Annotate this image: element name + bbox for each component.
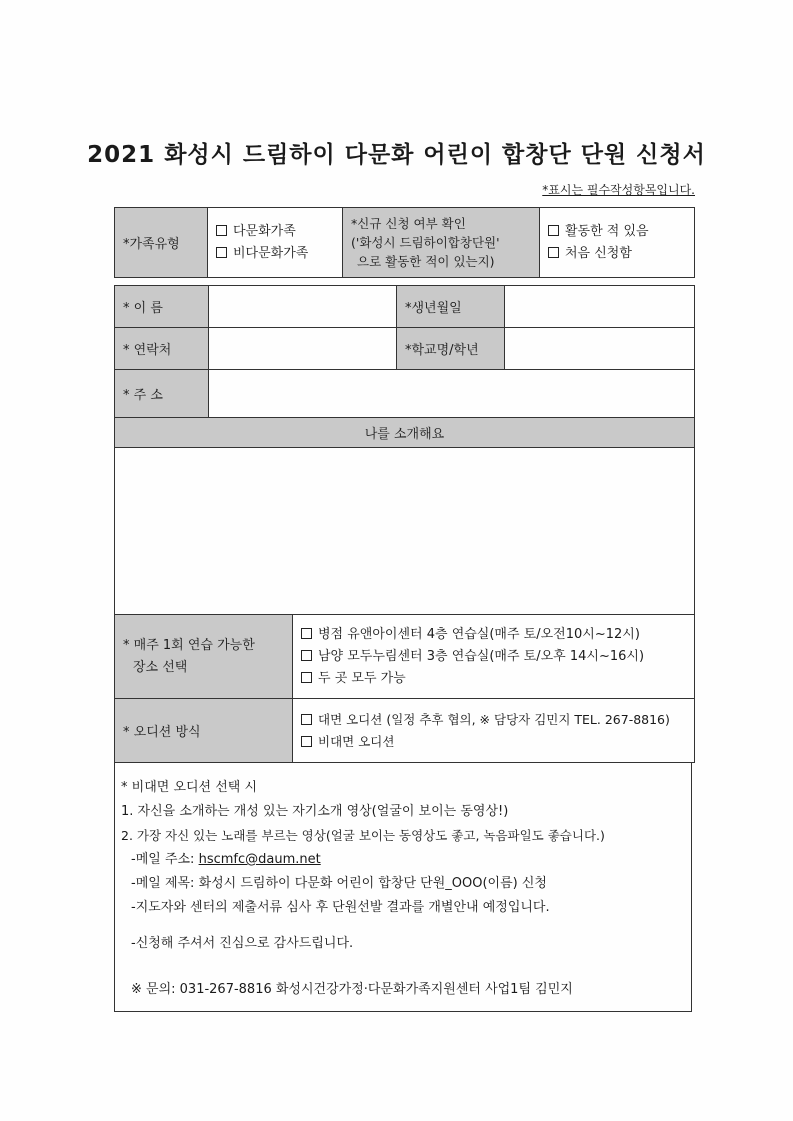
name-field[interactable]	[209, 286, 397, 328]
contact-label: * 연락처	[115, 328, 209, 370]
thanks-note: -신청해 주셔서 진심으로 감사드립니다.	[131, 936, 354, 951]
checkbox-icon[interactable]	[301, 714, 312, 725]
name-label: * 이 름	[115, 286, 209, 328]
email-line: -메일 주소: hscmfc@daum.net	[131, 852, 321, 867]
new-applicant-options	[540, 208, 695, 278]
school-label: *학교명/학년	[397, 328, 505, 370]
option-in-person[interactable]: 대면 오디션 (일정 추후 협의, ※ 담당자 김민지 TEL. 267-8816)	[301, 709, 692, 731]
option-non-multicultural[interactable]: 비다문화가족	[216, 243, 334, 265]
page-title: 2021 화성시 드림하이 다문화 어린이 합창단 단원 신청서	[87, 142, 706, 168]
practice-options	[293, 615, 695, 699]
option-both[interactable]: 두 곳 모두 가능	[301, 668, 686, 690]
notes-section	[114, 762, 692, 1012]
birth-field[interactable]	[505, 286, 695, 328]
option-multicultural[interactable]: 다문화가족	[216, 221, 334, 243]
option-byeongjeom[interactable]: 병점 유앤아이센터 4층 연습실(매주 토/오전10시~12시)	[301, 624, 686, 646]
required-note: *표시는 필수작성항목입니다.	[542, 183, 695, 197]
checkbox-icon[interactable]	[216, 225, 227, 236]
inquiry-note: ※ 문의: 031-267-8816 화성시건강가정·다문화가족지원센터 사업1팀 김민지	[131, 982, 573, 997]
practice-audition-table	[114, 614, 695, 763]
notes-heading: * 비대면 오디션 선택 시	[121, 780, 258, 795]
audition-label: * 오디션 방식	[115, 699, 293, 763]
notes-item-1: 1. 자신을 소개하는 개성 있는 자기소개 영상(얼굴이 보이는 동영상!)	[121, 804, 509, 819]
checkbox-icon[interactable]	[301, 736, 312, 747]
option-online[interactable]: 비대면 오디션	[301, 731, 692, 753]
email-link[interactable]: hscmfc@daum.net	[198, 852, 321, 867]
intro-header: 나를 소개해요	[115, 418, 695, 448]
checkbox-icon[interactable]	[548, 225, 559, 236]
checkbox-icon[interactable]	[301, 628, 312, 639]
notes-item-2: 2. 가장 자신 있는 노래를 부르는 영상(얼굴 보이는 동영상도 좋고, 녹음파일도 좋습니다.)	[121, 828, 605, 843]
personal-info-table	[114, 285, 695, 615]
review-note: -지도자와 센터의 제출서류 심사 후 단원선발 결과를 개별안내 예정입니다.	[131, 900, 550, 915]
intro-field[interactable]	[115, 448, 695, 615]
option-first-time[interactable]: 처음 신청함	[548, 243, 686, 265]
school-field[interactable]	[505, 328, 695, 370]
checkbox-icon[interactable]	[548, 247, 559, 258]
option-active-before[interactable]: 활동한 적 있음	[548, 221, 686, 243]
new-applicant-label: *신규 신청 여부 확인 ('화성시 드림하이합창단원' 으로 활동한 적이 있는지)	[343, 208, 540, 278]
checkbox-icon[interactable]	[301, 650, 312, 661]
family-type-options	[208, 208, 343, 278]
address-label: * 주 소	[115, 370, 209, 418]
checkbox-icon[interactable]	[216, 247, 227, 258]
family-type-table	[114, 207, 695, 278]
family-type-label: *가족유형	[115, 208, 208, 278]
address-field[interactable]	[209, 370, 695, 418]
email-subject: -메일 제목: 화성시 드림하이 다문화 어린이 합창단 단원_OOO(이름) 신청	[131, 876, 547, 891]
contact-field[interactable]	[209, 328, 397, 370]
audition-options	[293, 699, 695, 763]
checkbox-icon[interactable]	[301, 672, 312, 683]
birth-label: *생년월일	[397, 286, 505, 328]
practice-label: * 매주 1회 연습 가능한 장소 선택	[115, 615, 293, 699]
option-namyang[interactable]: 남양 모두누림센터 3층 연습실(매주 토/오후 14시~16시)	[301, 646, 686, 668]
